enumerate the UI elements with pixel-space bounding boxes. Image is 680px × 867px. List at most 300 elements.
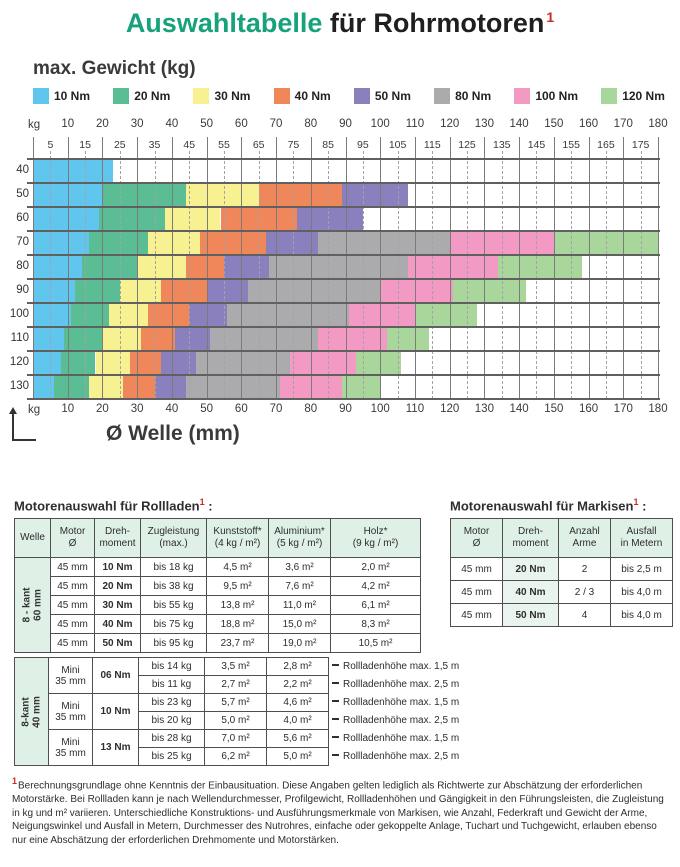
x-axis-major-label-bottom: 70	[269, 403, 283, 415]
band-110kg-10Nm	[33, 327, 64, 351]
column-header	[141, 519, 207, 558]
note-cell	[329, 748, 507, 766]
note-text: Rollladenhöhe max. 2,5 m	[343, 715, 460, 726]
column-header-line2: (5 kg / m²)	[276, 538, 323, 549]
column-header	[269, 519, 331, 558]
column-header	[207, 519, 269, 558]
motor-line2: 35 mm	[55, 711, 86, 723]
y-axis-row-label: 80	[16, 260, 29, 272]
column-header-line2: (max.)	[159, 538, 188, 549]
note-dash-icon	[332, 682, 339, 684]
column-header-line2: Arme	[572, 538, 597, 549]
x-axis-major-label-bottom: 20	[96, 403, 109, 415]
grid-minor-dashed-line	[606, 151, 607, 399]
table-head	[15, 519, 421, 558]
kunststoff-cell: 4,5 m²	[207, 558, 269, 577]
grid-row-line	[27, 182, 660, 184]
x-axis-label-wrap	[0, 404, 300, 456]
grid-minor-dashed-line	[189, 151, 190, 399]
x-axis-major-label-top: 110	[405, 118, 425, 130]
column-header	[503, 519, 559, 558]
x-axis-minor-label: 145	[527, 139, 546, 151]
title-part-green: Auswahltabelle	[125, 8, 323, 38]
band-100kg-30Nm	[109, 303, 147, 327]
x-axis-minor-label: 135	[492, 139, 511, 151]
band-70kg-10Nm	[33, 231, 89, 255]
kunststoff-cell: 5,7 m²	[205, 694, 267, 712]
table-row	[15, 577, 421, 596]
note-text: Rollladenhöhe max. 2,5 m	[343, 751, 460, 762]
grid-minor-dashed-line	[432, 151, 433, 399]
motor-line2: 35 mm	[55, 675, 86, 687]
band-70kg-80Nm	[318, 231, 450, 255]
x-axis-minor-label: 165	[597, 139, 615, 151]
grid-row-line	[27, 278, 660, 280]
grid-minor-dashed-line	[293, 151, 294, 399]
legend-item	[354, 88, 411, 104]
column-header	[95, 519, 141, 558]
markisen-table	[450, 518, 673, 627]
torque-cell: 40 Nm	[95, 615, 141, 634]
welle-label-line1: 8 - kant	[21, 587, 33, 623]
grid-minor-dashed-line	[85, 151, 86, 399]
zugleistung-cell: bis 14 kg	[139, 658, 205, 676]
note-cell	[329, 676, 507, 694]
page-title	[0, 8, 680, 39]
rollladen-title-superscript: 1	[199, 497, 205, 507]
ausfall-cell: bis 4,0 m	[611, 581, 673, 604]
x-axis-major-label-top: 160	[578, 118, 599, 130]
legend-label: 50 Nm	[374, 89, 411, 103]
legend-item	[274, 88, 331, 104]
motor-line1: Mini	[61, 736, 80, 748]
motor-cell: 45 mm	[51, 615, 95, 634]
axis-arrow-line-horizontal	[12, 439, 36, 441]
column-header-line1: Motor	[59, 526, 86, 537]
grid-major-line	[519, 137, 520, 399]
markisen-title-colon: :	[638, 498, 647, 514]
y-axis-row-label: 130	[9, 380, 29, 392]
column-header-line1: Motor	[463, 526, 490, 537]
grid-row-line	[27, 374, 660, 376]
kunststoff-cell: 18,8 m²	[207, 615, 269, 634]
aluminium-cell: 7,6 m²	[269, 577, 331, 596]
zugleistung-cell: bis 75 kg	[141, 615, 207, 634]
motor-cell: 45 mm	[451, 558, 503, 581]
torque-cell: 50 Nm	[95, 634, 141, 653]
x-axis-minor-label: 125	[458, 139, 476, 151]
note-cell	[329, 730, 507, 748]
band-40kg-10Nm	[33, 159, 113, 183]
band-100kg-10Nm	[33, 303, 71, 327]
y-axis-row-label: 60	[16, 212, 29, 224]
band-80kg-40Nm	[186, 255, 224, 279]
grid-row-line	[27, 302, 660, 304]
legend-item	[434, 88, 491, 104]
grid-row-line	[27, 158, 660, 160]
table-row	[451, 604, 673, 627]
table-row	[15, 558, 421, 577]
x-axis-major-label-top: 170	[613, 118, 633, 130]
band-110kg-50Nm	[175, 327, 210, 351]
x-axis-major-label-top: 50	[200, 118, 214, 130]
column-header-line1: Anzahl	[569, 526, 600, 537]
zugleistung-cell: bis 11 kg	[139, 676, 205, 694]
band-70kg-40Nm	[200, 231, 266, 255]
grid-row-line	[27, 206, 660, 208]
table-body	[15, 558, 421, 653]
x-axis-major-label-bottom: 100	[370, 403, 390, 415]
grid-row-line	[27, 326, 660, 328]
table-row	[451, 581, 673, 604]
motor-cell: 45 mm	[451, 581, 503, 604]
holz-cell: 10,5 m²	[331, 634, 421, 653]
zugleistung-cell: bis 25 kg	[139, 748, 205, 766]
grid-minor-dashed-line	[224, 151, 225, 399]
torque-cell: 20 Nm	[95, 577, 141, 596]
band-110kg-40Nm	[141, 327, 176, 351]
welle-group-cell	[15, 658, 49, 766]
grid-minor-dashed-line	[259, 151, 260, 399]
note-text: Rollladenhöhe max. 1,5 m	[343, 733, 460, 744]
title-superscript: 1	[546, 9, 555, 25]
legend-label: 120 Nm	[622, 89, 665, 103]
y-axis-row-label: 100	[9, 308, 29, 320]
x-axis-major-label-bottom: 170	[613, 403, 633, 415]
x-axis-major-label-top: 40	[165, 118, 179, 130]
x-axis-major-label-top: 100	[370, 118, 390, 130]
band-80kg-80Nm	[269, 255, 408, 279]
grid-minor-dashed-line	[571, 151, 572, 399]
aluminium-cell: 15,0 m²	[269, 615, 331, 634]
legend-item	[113, 88, 170, 104]
table-row	[15, 694, 507, 712]
band-80kg-50Nm	[224, 255, 269, 279]
aluminium-cell: 2,8 m²	[267, 658, 329, 676]
axis-unit-label-bottom: kg	[28, 404, 41, 416]
x-axis-major-label-bottom: 10	[61, 403, 75, 415]
column-header-line1: Welle	[20, 532, 45, 543]
band-130kg-30Nm	[89, 375, 124, 399]
kunststoff-cell: 7,0 m²	[205, 730, 267, 748]
torque-cell: 06 Nm	[93, 658, 139, 694]
kunststoff-cell: 13,8 m²	[207, 596, 269, 615]
x-axis-minor-label: 115	[423, 139, 441, 151]
grid-major-line	[172, 137, 173, 399]
rollladen-title-colon: :	[204, 498, 213, 514]
motor-cell	[49, 730, 93, 766]
legend-label: 80 Nm	[455, 89, 492, 103]
title-part-dark: für Rohrmotoren	[322, 8, 545, 38]
x-axis-label: Ø Welle (mm)	[106, 422, 240, 445]
y-axis-row-label: 50	[16, 188, 29, 200]
holz-cell: 8,3 m²	[331, 615, 421, 634]
band-130kg-40Nm	[123, 375, 154, 399]
y-axis-row-label: 90	[16, 284, 29, 296]
grid-major-line	[658, 137, 659, 399]
note-cell	[329, 712, 507, 730]
band-120kg-40Nm	[130, 351, 161, 375]
band-120kg-30Nm	[96, 351, 131, 375]
x-axis-major-label-bottom: 30	[130, 403, 144, 415]
motor-cell: 45 mm	[51, 596, 95, 615]
motor-line2: 35 mm	[55, 747, 86, 759]
x-axis-major-label-top: 140	[509, 118, 529, 130]
x-axis-minor-label: 95	[357, 139, 369, 151]
torque-cell: 10 Nm	[93, 694, 139, 730]
column-header-line1: Dreh-	[105, 526, 131, 537]
zugleistung-cell: bis 18 kg	[141, 558, 207, 577]
grid-major-line	[102, 137, 103, 399]
table-body	[15, 658, 507, 766]
band-70kg-20Nm	[89, 231, 148, 255]
20-nm-swatch-icon	[113, 88, 129, 104]
grid-major-line	[380, 137, 381, 399]
legend	[33, 88, 665, 104]
column-header	[15, 519, 51, 558]
x-axis-minor-label: 25	[113, 139, 126, 151]
table-row	[15, 658, 507, 676]
column-header	[559, 519, 611, 558]
band-100kg-50Nm	[189, 303, 227, 327]
welle-label-line1: 8-kant	[20, 696, 32, 727]
30-nm-swatch-icon	[193, 88, 209, 104]
grid-minor-dashed-line	[502, 151, 503, 399]
band-110kg-80Nm	[210, 327, 318, 351]
markisen-title-text: Motorenauswahl für Markisen	[450, 498, 634, 514]
torque-cell: 50 Nm	[503, 604, 559, 627]
80-nm-swatch-icon	[434, 88, 450, 104]
torque-cell: 20 Nm	[503, 558, 559, 581]
x-axis-minor-label: 55	[218, 139, 230, 151]
grid-major-line	[484, 137, 485, 399]
zugleistung-cell: bis 95 kg	[141, 634, 207, 653]
note-text: Rollladenhöhe max. 1,5 m	[343, 697, 460, 708]
10-nm-swatch-icon	[33, 88, 49, 104]
ausfall-cell: bis 4,0 m	[611, 604, 673, 627]
zugleistung-cell: bis 55 kg	[141, 596, 207, 615]
grid-minor-dashed-line	[328, 151, 329, 399]
grid-major-line	[554, 137, 555, 399]
column-header-line2: (9 kg / m²)	[352, 538, 399, 549]
band-90kg-40Nm	[161, 279, 206, 303]
100-nm-swatch-icon	[514, 88, 530, 104]
zugleistung-cell: bis 23 kg	[139, 694, 205, 712]
grid-major-line	[241, 137, 242, 399]
grid-minor-dashed-line	[536, 151, 537, 399]
x-axis-minor-label: 75	[287, 139, 300, 151]
x-axis-minor-label: 65	[252, 139, 265, 151]
column-header-line1: Zugleistung	[147, 526, 200, 537]
table-body	[451, 558, 673, 627]
aluminium-cell: 4,0 m²	[267, 712, 329, 730]
band-110kg-120Nm	[387, 327, 429, 351]
x-axis-minor-label: 5	[47, 139, 54, 151]
legend-item	[33, 88, 90, 104]
grid-row-line	[27, 230, 660, 232]
header-row	[15, 519, 421, 558]
grid-row-line	[27, 398, 660, 400]
band-80kg-30Nm	[137, 255, 186, 279]
grid-major-line	[276, 137, 277, 399]
x-axis-major-label-bottom: 150	[544, 403, 564, 415]
band-130kg-80Nm	[186, 375, 280, 399]
kunststoff-cell: 23,7 m²	[207, 634, 269, 653]
band-60kg-10Nm	[33, 207, 99, 231]
aluminium-cell: 5,6 m²	[267, 730, 329, 748]
grid-major-line	[137, 137, 138, 399]
band-130kg-50Nm	[155, 375, 186, 399]
motor-cell: 45 mm	[451, 604, 503, 627]
band-80kg-20Nm	[82, 255, 138, 279]
band-80kg-10Nm	[33, 255, 82, 279]
note-dash-icon	[332, 718, 339, 720]
band-50kg-30Nm	[186, 183, 259, 207]
y-axis-row-label: 70	[16, 236, 29, 248]
table-row	[451, 558, 673, 581]
x-axis-major-label-top: 20	[96, 118, 109, 130]
motor-cell: 45 mm	[51, 634, 95, 653]
x-axis-major-label-bottom: 90	[339, 403, 352, 415]
table-row	[15, 596, 421, 615]
grid-major-line	[450, 137, 451, 399]
torque-cell: 40 Nm	[503, 581, 559, 604]
note-text: Rollladenhöhe max. 2,5 m	[343, 679, 460, 690]
legend-label: 10 Nm	[54, 89, 91, 103]
motor-line1: Mini	[61, 664, 80, 676]
band-130kg-120Nm	[342, 375, 380, 399]
holz-cell: 4,2 m²	[331, 577, 421, 596]
band-80kg-120Nm	[498, 255, 581, 279]
table-row	[15, 730, 507, 748]
grid-minor-dashed-line	[467, 151, 468, 399]
band-90kg-80Nm	[248, 279, 380, 303]
x-axis-major-label-bottom: 110	[405, 403, 425, 415]
axis-unit-label-top: kg	[28, 119, 41, 131]
band-110kg-20Nm	[64, 327, 102, 351]
welle-group-label	[21, 695, 43, 728]
x-axis-major-label-top: 70	[269, 118, 283, 130]
kunststoff-cell: 6,2 m²	[205, 748, 267, 766]
legend-label: 40 Nm	[294, 89, 331, 103]
band-90kg-100Nm	[380, 279, 453, 303]
120-nm-swatch-icon	[601, 88, 617, 104]
motor-cell	[49, 658, 93, 694]
y-axis-row-label: 120	[9, 356, 29, 368]
aluminium-cell: 5,0 m²	[267, 748, 329, 766]
welle-label-line2: 60 mm	[32, 589, 44, 621]
markisen-table-title	[450, 497, 646, 513]
x-axis-major-label-bottom: 160	[578, 403, 599, 415]
note-cell	[329, 658, 507, 676]
table-row	[15, 615, 421, 634]
band-100kg-120Nm	[415, 303, 478, 327]
band-50kg-20Nm	[102, 183, 185, 207]
arme-cell: 2 / 3	[559, 581, 611, 604]
aluminium-cell: 2,2 m²	[267, 676, 329, 694]
band-110kg-30Nm	[102, 327, 140, 351]
legend-label: 20 Nm	[134, 89, 171, 103]
legend-label: 100 Nm	[535, 89, 579, 103]
x-axis-major-label-top: 120	[440, 118, 460, 130]
legend-label: 30 Nm	[214, 89, 251, 103]
grid-minor-dashed-line	[120, 151, 121, 399]
grid-minor-dashed-line	[155, 151, 156, 399]
40-nm-swatch-icon	[274, 88, 290, 104]
grid-minor-dashed-line	[50, 151, 51, 399]
x-axis-minor-label: 35	[148, 139, 161, 151]
column-header	[451, 519, 503, 558]
band-60kg-50Nm	[297, 207, 363, 231]
footnote-text: Berechnungsgrundlage ohne Kenntnis der Einbausituation. Diese Angaben gelten lediglich als Richtwerte zur Abschätzung der erforderlichen Motorstärke. Bei Rollladen kann je nach Wellendurchmesser, Profilgewicht, Rollladenhöhen und Gängigkeit in den Führungsleisten, die Zugleistung in kg und m² variieren. Unterschiedliche Konstruktions- und Ausführungsmerkmale von Markisen, wie Anzahl, Federkraft und Gewicht der Arme, Neigungswinkel und Ausfall in Metern, Durchmesser des Nutrohres, einfache oder gekoppelte Anlage, Tuchart und Tuchgewicht, erlauben ebenso nur eine Abschätzung der erforderlichen Drehmomente und Motorstärken.	[12, 780, 664, 846]
holz-cell: 2,0 m²	[331, 558, 421, 577]
x-axis-major-label-top: 60	[234, 118, 248, 130]
chart-heading: max. Gewicht (kg)	[33, 58, 196, 79]
arme-cell: 2	[559, 558, 611, 581]
column-header-line2: in Metern	[620, 538, 663, 549]
x-axis-major-label-bottom: 80	[304, 403, 318, 415]
aluminium-cell: 4,6 m²	[267, 694, 329, 712]
footnote-superscript: 1	[12, 776, 18, 786]
x-axis-minor-label: 175	[631, 139, 650, 151]
50-nm-swatch-icon	[354, 88, 370, 104]
column-header-line1: Aluminium*	[274, 526, 325, 537]
grid-major-line	[311, 137, 312, 399]
column-header-line2: moment	[99, 538, 136, 549]
x-axis-major-label-top: 130	[474, 118, 494, 130]
x-axis-minor-label: 155	[562, 139, 580, 151]
grid-major-line	[589, 137, 590, 399]
column-header-line2: Ø	[472, 538, 481, 549]
welle-group-cell	[15, 558, 51, 653]
column-header	[51, 519, 95, 558]
column-header-line2: (4 kg / m²)	[214, 538, 261, 549]
markisen-title-superscript: 1	[633, 497, 639, 507]
rollladen-table-title	[14, 497, 213, 513]
aluminium-cell: 3,6 m²	[269, 558, 331, 577]
note-text: Rollladenhöhe max. 1,5 m	[343, 661, 460, 672]
legend-item	[601, 88, 665, 104]
note-dash-icon	[332, 736, 339, 738]
rollladen-table-group1	[14, 518, 421, 653]
aluminium-cell: 11,0 m²	[269, 596, 331, 615]
axis-arrow-line-vertical	[12, 413, 14, 441]
x-axis-major-label-top: 80	[304, 118, 318, 130]
x-axis-minor-label: 15	[79, 139, 91, 151]
band-120kg-50Nm	[161, 351, 196, 375]
zugleistung-cell: bis 38 kg	[141, 577, 207, 596]
x-axis-minor-label: 105	[388, 139, 407, 151]
torque-cell: 13 Nm	[93, 730, 139, 766]
band-50kg-40Nm	[259, 183, 342, 207]
band-90kg-20Nm	[75, 279, 120, 303]
zugleistung-cell: bis 28 kg	[139, 730, 205, 748]
x-axis-major-label-bottom: 120	[440, 403, 460, 415]
grid-row-line	[27, 254, 660, 256]
grid-major-line	[68, 137, 69, 399]
x-axis-major-label-bottom: 50	[200, 403, 214, 415]
band-100kg-20Nm	[71, 303, 109, 327]
arme-cell: 4	[559, 604, 611, 627]
x-axis-major-label-bottom: 40	[165, 403, 179, 415]
band-60kg-30Nm	[165, 207, 221, 231]
x-axis-major-label-top: 10	[61, 118, 75, 130]
column-header	[611, 519, 673, 558]
grid-minor-dashed-line	[363, 151, 364, 399]
column-header-line1: Holz*	[363, 526, 388, 537]
motor-cell	[49, 694, 93, 730]
torque-cell: 10 Nm	[95, 558, 141, 577]
